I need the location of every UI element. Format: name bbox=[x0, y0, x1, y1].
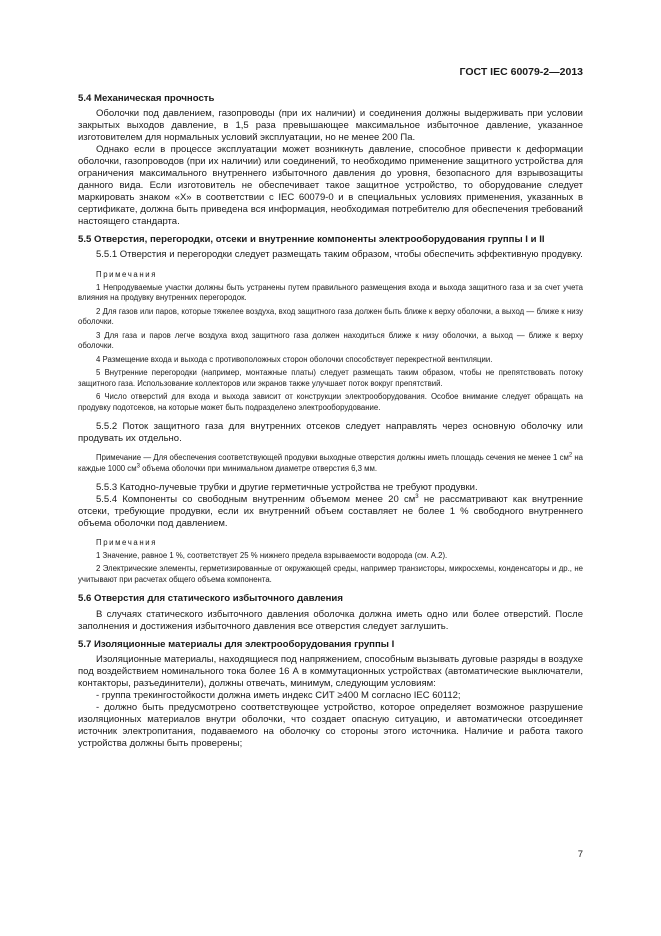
section-5-6-heading: 5.6 Отверстия для статического избыточного давления bbox=[78, 593, 343, 604]
note-2: 2 Для газов или паров, которые тяжелее воздуха, вход защитного газа должен быть ближе к верху оболочки, а выход — ближе к низу оболочки. bbox=[78, 306, 583, 326]
notes3-title: Примечания bbox=[96, 538, 158, 547]
clause-5-5-3: 5.5.3 Катодно-лучевые трубки и другие герметичные устройства не требуют продувки. bbox=[96, 482, 478, 493]
note-text-b: на каждые 1000 см bbox=[78, 453, 583, 473]
note-4: 4 Размещение входа и выхода с противоположных сторон оболочки способствует перекрестной вентиляции. bbox=[96, 354, 493, 364]
superscript-3: 3 bbox=[415, 493, 419, 500]
document-header: ГОСТ IEC 60079-2—2013 bbox=[459, 66, 583, 78]
section-5-4-paragraph-1: Оболочки под давлением, газопроводы (при их наличии) и соединения должны выдерживать при условии закрытых выходов давление, в 1,5 раза превышающее максимальное избыточное давление, указанное изготовителем для нормальных условий эксплуатации, но не менее 200 Па. bbox=[78, 108, 583, 143]
superscript-3: 3 bbox=[136, 462, 140, 469]
clause-5-5-4-text-a: 5.5.4 Компоненты со свободным внутренним объемом менее 20 см bbox=[96, 494, 416, 505]
page-number: 7 bbox=[577, 849, 583, 860]
page-content bbox=[78, 93, 583, 750]
clause-5-5-1: 5.5.1 Отверстия и перегородки следует размещать таким образом, чтобы обеспечить эффективную продувку. bbox=[96, 249, 583, 260]
superscript-2: 2 bbox=[568, 452, 573, 459]
section-5-4-paragraph-2: Однако если в процессе эксплуатации может возникнуть давление, способное привести к деформации оболочки, газопроводов (при их наличии) или соединений, то необходимо применение защитного устройства для ограничения максимального внутреннего избыточного давления до уровня, безопасного для взрывозащиты данного вида. Если изготовитель не обеспечивает такое защитное устройство, то оборудование следует маркировать знаком «Х» в соответствии с IEC 60079-0 и в специальных условиях применения, указанных в сертификате, должна быть приведена вся информация, необходимая потребителю для обеспечения требований настоящего стандарта. bbox=[78, 144, 583, 227]
note-6: 6 Число отверстий для входа и выхода зависит от конструкции электрооборудования. Особое внимание следует обращать на продувку подотсеков, на которые может быть подразделено электрооборудование. bbox=[78, 392, 583, 412]
section-5-7-bullet-1: - группа трекингостойкости должна иметь индекс СИТ ≥400 М согласно IEC 60112; bbox=[96, 690, 461, 701]
section-5-6-paragraph-1: В случаях статического избыточного давления оболочка должна иметь одно или более отверстий. После заполнения и достижения избыточного давления все отверстия следует заглушить. bbox=[78, 609, 583, 632]
clause-5-5-2: 5.5.2 Поток защитного газа для внутренних отсеков следует направлять через основную оболочку или продувать их отдельно. bbox=[78, 421, 583, 444]
note3-1: 1 Значение, равное 1 %, соответствует 25 % нижнего предела взрываемости водорода (см. А.2). bbox=[96, 550, 448, 560]
section-5-7-heading: 5.7 Изоляционные материалы для электрооборудования группы I bbox=[78, 639, 395, 650]
note-text-a: Примечание — Для обеспечения соответствующей продувки выходные отверстия должны иметь площадь сечения не менее 1 см bbox=[96, 453, 569, 462]
section-5-7-bullet-2: - должно быть предусмотрено соответствующее устройство, которое определяет возможное разрушение изоляционных материалов внутри оболочки, что создает опасную ситуацию, и автоматически отсоединяет источник электропитания, подаваемого на оболочку со стороны этого источника. Наличие и работа такого устройства должны быть проверены; bbox=[78, 702, 583, 749]
clause-5-5-4-text-b: не рассматривают как внутренние отсеки, требующие продувки, если их внутренний объем составляет не более 1 % свободного внутреннего объема оболочки под давлением. bbox=[78, 494, 584, 529]
note-text-c: объема оболочки при минимальном диаметре отверстия 6,3 мм. bbox=[139, 463, 378, 473]
notes-title: Примечания bbox=[96, 270, 158, 279]
section-5-5-heading: 5.5 Отверстия, перегородки, отсеки и внутренние компоненты электрооборудования группы I и II bbox=[78, 234, 545, 245]
note-3: 3 Для газа и паров легче воздуха вход защитного газа должен находиться ближе к низу оболочки, а выход — ближе к верху оболочки. bbox=[78, 330, 583, 350]
note-1: 1 Непродуваемые участки должны быть устранены путем правильного размещения входа и выхода защитного газа и за счет учета влияния на продувку внутренних перегородок. bbox=[78, 282, 583, 302]
clause-5-5-4 bbox=[78, 494, 583, 530]
note3-2: 2 Электрические элементы, герметизированные от окружающей среды, например транзисторы, микросхемы, конденсаторы и др., не учитывают при расчетах общего объема компонента. bbox=[78, 564, 583, 584]
note-5: 5 Внутренние перегородки (например, монтажные платы) следует размещать таким образом, чтобы не препятствовать потоку защитного газа. Использование коллекторов или экранов также улучшает поток вокруг препятствий. bbox=[78, 368, 583, 388]
note-clause-5-5-2 bbox=[78, 453, 583, 474]
section-5-7-paragraph-1: Изоляционные материалы, находящиеся под напряжением, способным вызывать дуговые разряды в воздухе под воздействием номинального тока более 16 А в коммутационных устройствах (автоматические выключатели, контакторы, разъединители), должны отвечать, минимум, следующим условиям: bbox=[78, 654, 583, 689]
section-5-4-heading: 5.4 Механическая прочность bbox=[78, 93, 215, 104]
